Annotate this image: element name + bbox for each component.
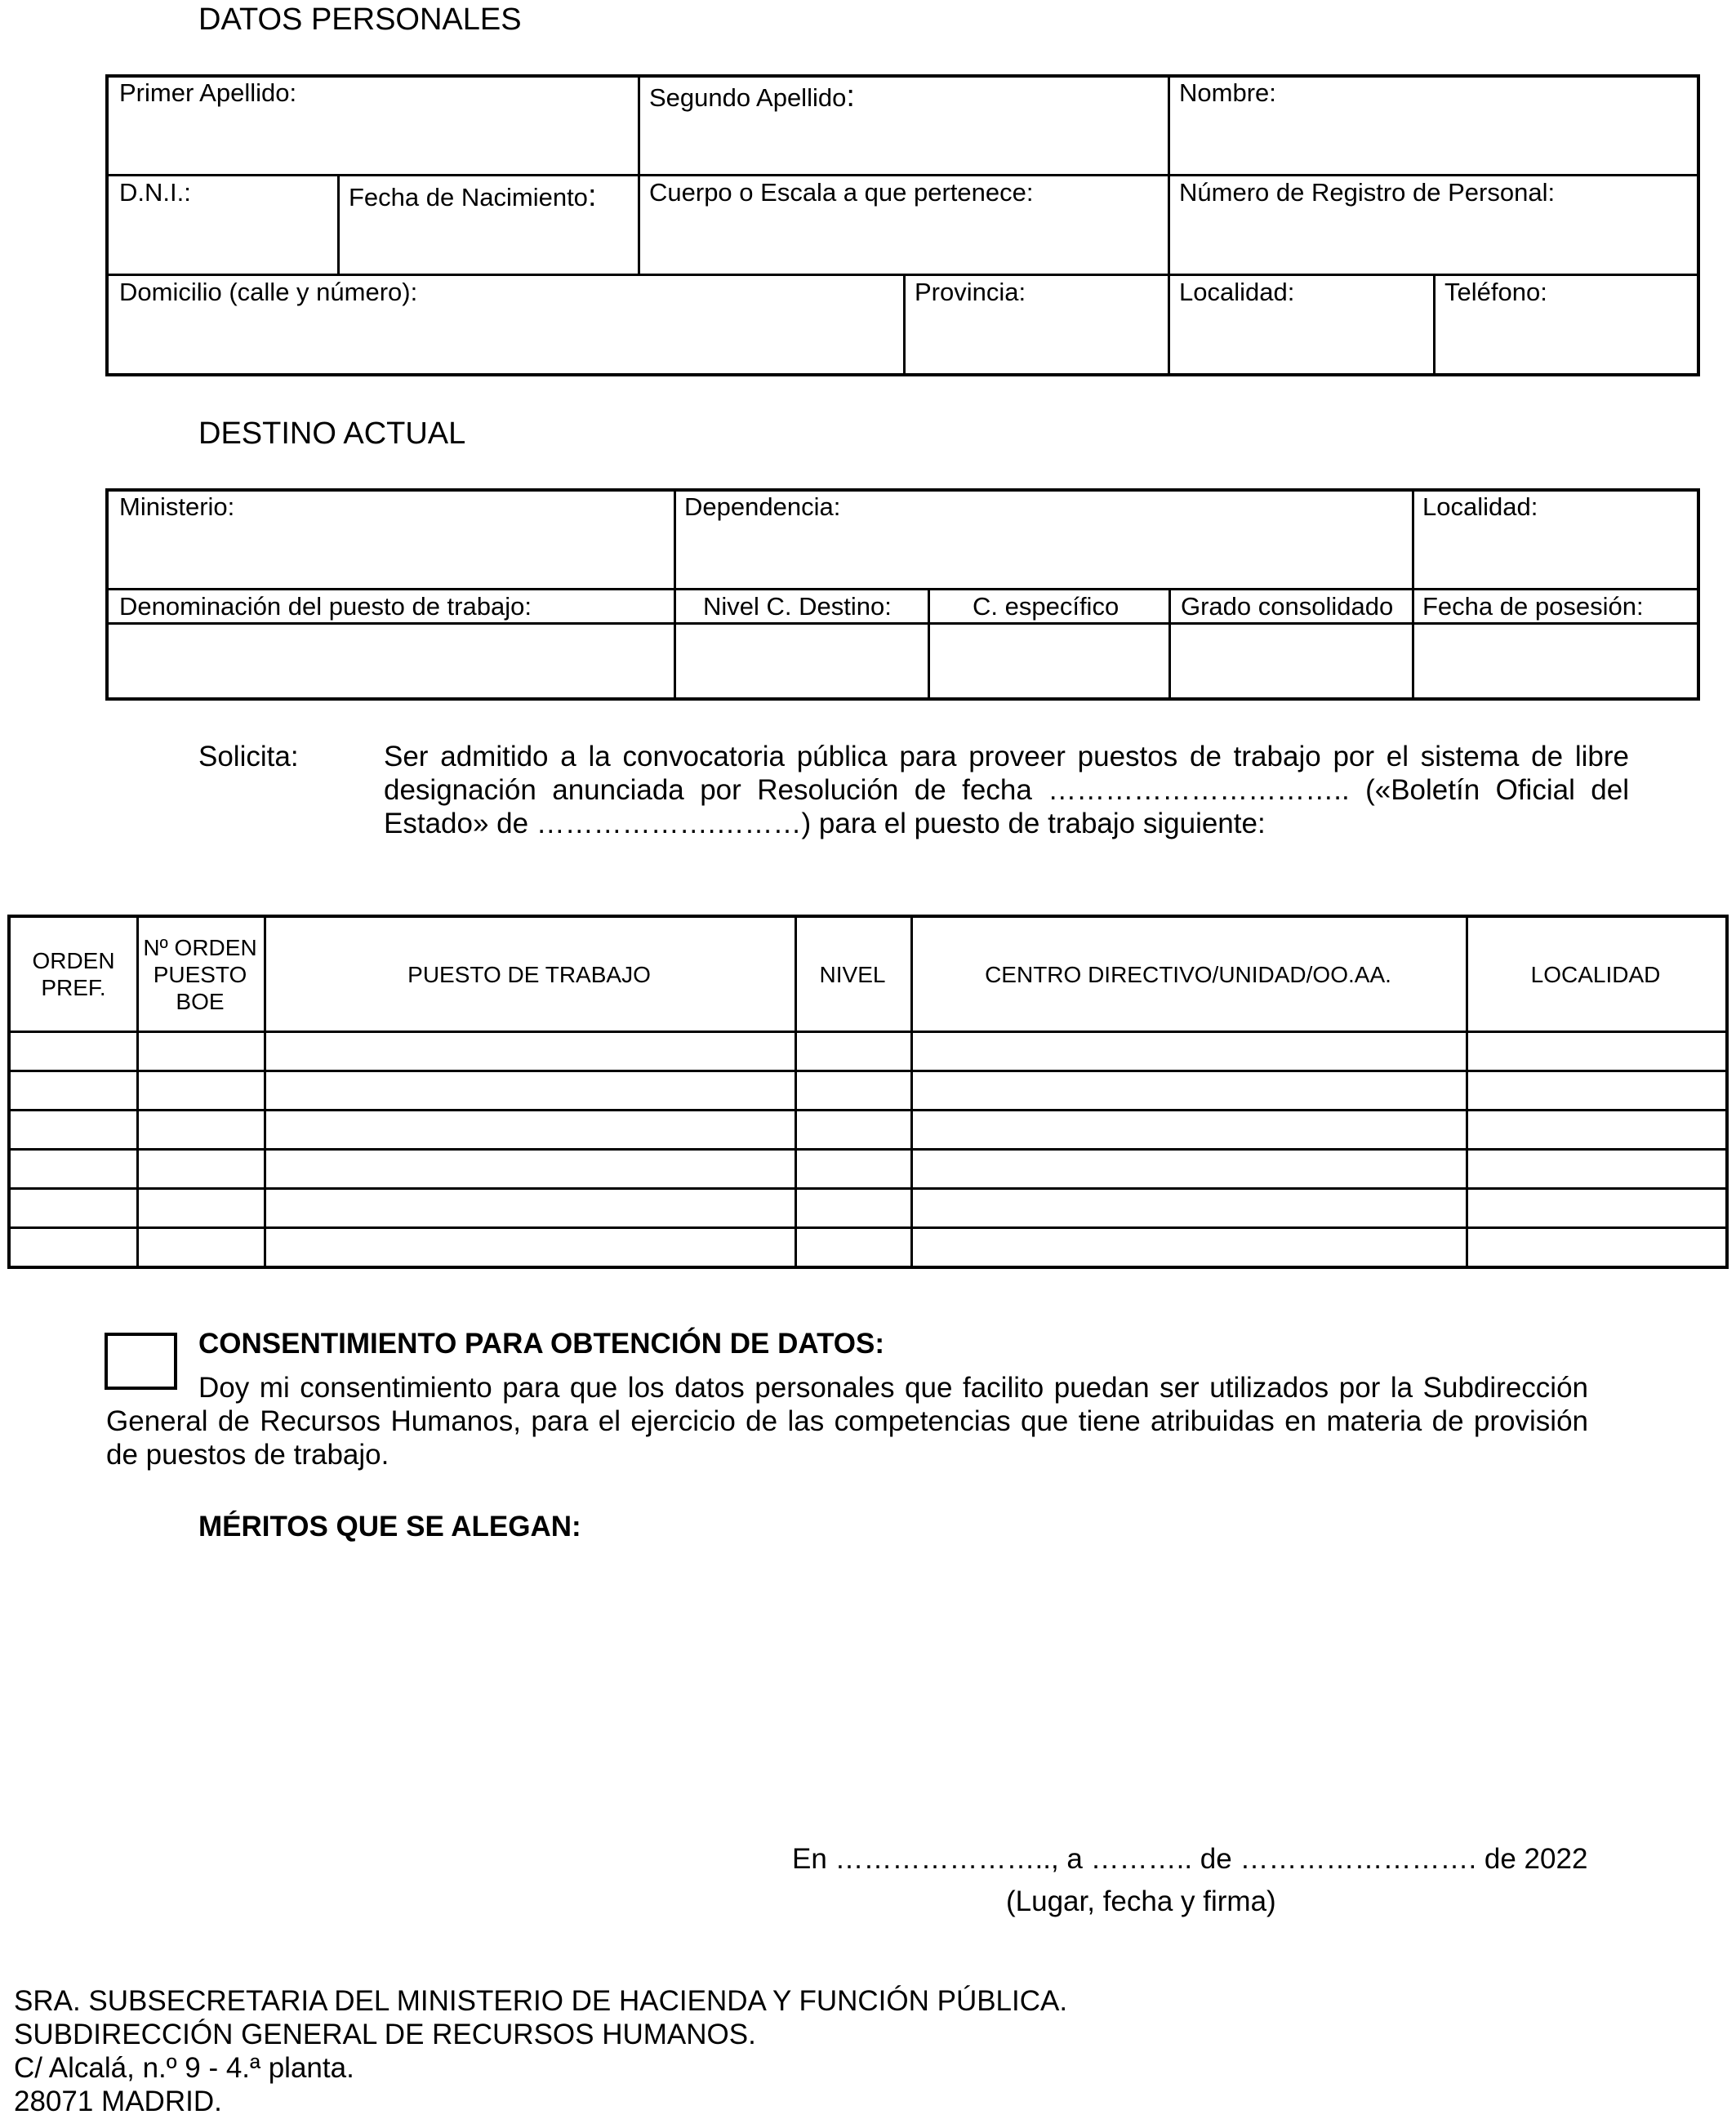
fecha-posesion-label: Fecha de posesión:: [1422, 592, 1644, 621]
ministerio-label: Ministerio:: [119, 492, 235, 521]
divider: [337, 174, 340, 274]
divider: [109, 622, 1697, 625]
nombre-label: Nombre:: [1179, 78, 1276, 107]
segundo-apellido-text: Segundo Apellido: [649, 83, 847, 112]
divider: [1412, 492, 1414, 697]
divider: [1168, 588, 1171, 697]
table-row: [11, 1226, 1725, 1229]
divider: [674, 492, 676, 697]
nivel-destino-label: Nivel C. Destino:: [703, 592, 892, 621]
localidad-destino-label: Localidad:: [1422, 492, 1538, 521]
table-row: [11, 1109, 1725, 1111]
meritos-title: MÉRITOS QUE SE ALEGAN:: [198, 1511, 581, 1543]
cuerpo-escala-label: Cuerpo o Escala a que pertenece:: [649, 178, 1034, 207]
firma-caption: (Lugar, fecha y firma): [1006, 1885, 1276, 1917]
destinatario-line-2: SUBDIRECCIÓN GENERAL DE RECURSOS HUMANOS.: [14, 2019, 756, 2050]
table-row: [11, 1187, 1725, 1190]
denominacion-label: Denominación del puesto de trabajo:: [119, 592, 532, 621]
header-orden-pref: ORDEN PREF.: [32, 948, 115, 1000]
destinatario-line-1: SRA. SUBSECRETARIA DEL MINISTERIO DE HACIENDA Y FUNCIÓN PÚBLICA.: [14, 1985, 1068, 2017]
header-puesto: PUESTO DE TRABAJO: [407, 961, 651, 987]
destinatario-line-4: 28071 MADRID.: [14, 2086, 222, 2117]
header-nivel: NIVEL: [819, 961, 886, 987]
divider: [109, 588, 1697, 590]
consentimiento-title: CONSENTIMIENTO PARA OBTENCIÓN DE DATOS:: [198, 1328, 885, 1360]
consentimiento-text: Doy mi consentimiento para que los datos personales que facilito puedan ser utilizados por la Subdirección General de Recursos Humanos, para el ejercicio de las competencias que tiene atribuidas en materia de provisión de puestos de trabajo.: [106, 1372, 1588, 1471]
solicita-text: Ser admitido a la convocatoria pública para proveer puestos de trabajo por el sistema de libre designación anunciada por Resolución de fecha ………………………….. («Boletín Oficial del Estado» de ……………….………) para el puesto de trabajo siguiente:: [384, 741, 1629, 839]
table-row: [11, 1031, 1725, 1033]
divider: [903, 274, 906, 373]
table-row: [11, 1148, 1725, 1151]
fecha-nacimiento-text: Fecha de Nacimiento: [349, 183, 588, 211]
header-n-orden: Nº ORDEN PUESTO BOE: [143, 934, 257, 1014]
header-localidad: LOCALIDAD: [1530, 961, 1661, 987]
provincia-label: Provincia:: [915, 278, 1026, 306]
solicita-label: Solicita:: [198, 741, 299, 772]
dependencia-label: Dependencia:: [684, 492, 841, 521]
destino-actual-title: DESTINO ACTUAL: [198, 416, 466, 451]
dni-label: D.N.I.:: [119, 178, 191, 207]
divider: [928, 588, 930, 697]
divider: [109, 174, 1697, 176]
fecha-nacimiento-label: Fecha de Nacimiento:: [349, 179, 597, 213]
firma-line: En ………………….., a ……….. de ……………………. de 2022: [792, 1843, 1588, 1875]
localidad-label: Localidad:: [1179, 278, 1295, 306]
destinatario-line-3: C/ Alcalá, n.º 9 - 4.ª planta.: [14, 2052, 354, 2084]
grado-label: Grado consolidado: [1181, 592, 1394, 621]
datos-personales-title: DATOS PERSONALES: [198, 2, 522, 37]
primer-apellido-label: Primer Apellido:: [119, 78, 297, 107]
divider: [638, 78, 640, 274]
domicilio-label: Domicilio (calle y número):: [119, 278, 418, 306]
table-row: [11, 1070, 1725, 1072]
c-especifico-label: C. específico: [973, 592, 1119, 621]
segundo-apellido-label: Segundo Apellido:: [649, 79, 855, 114]
datos-personales-box: [105, 74, 1700, 376]
divider: [1168, 78, 1170, 373]
telefono-label: Teléfono:: [1444, 278, 1547, 306]
header-centro: CENTRO DIRECTIVO/UNIDAD/OO.AA.: [985, 961, 1391, 987]
num-registro-label: Número de Registro de Personal:: [1179, 178, 1556, 207]
divider: [1433, 274, 1436, 373]
